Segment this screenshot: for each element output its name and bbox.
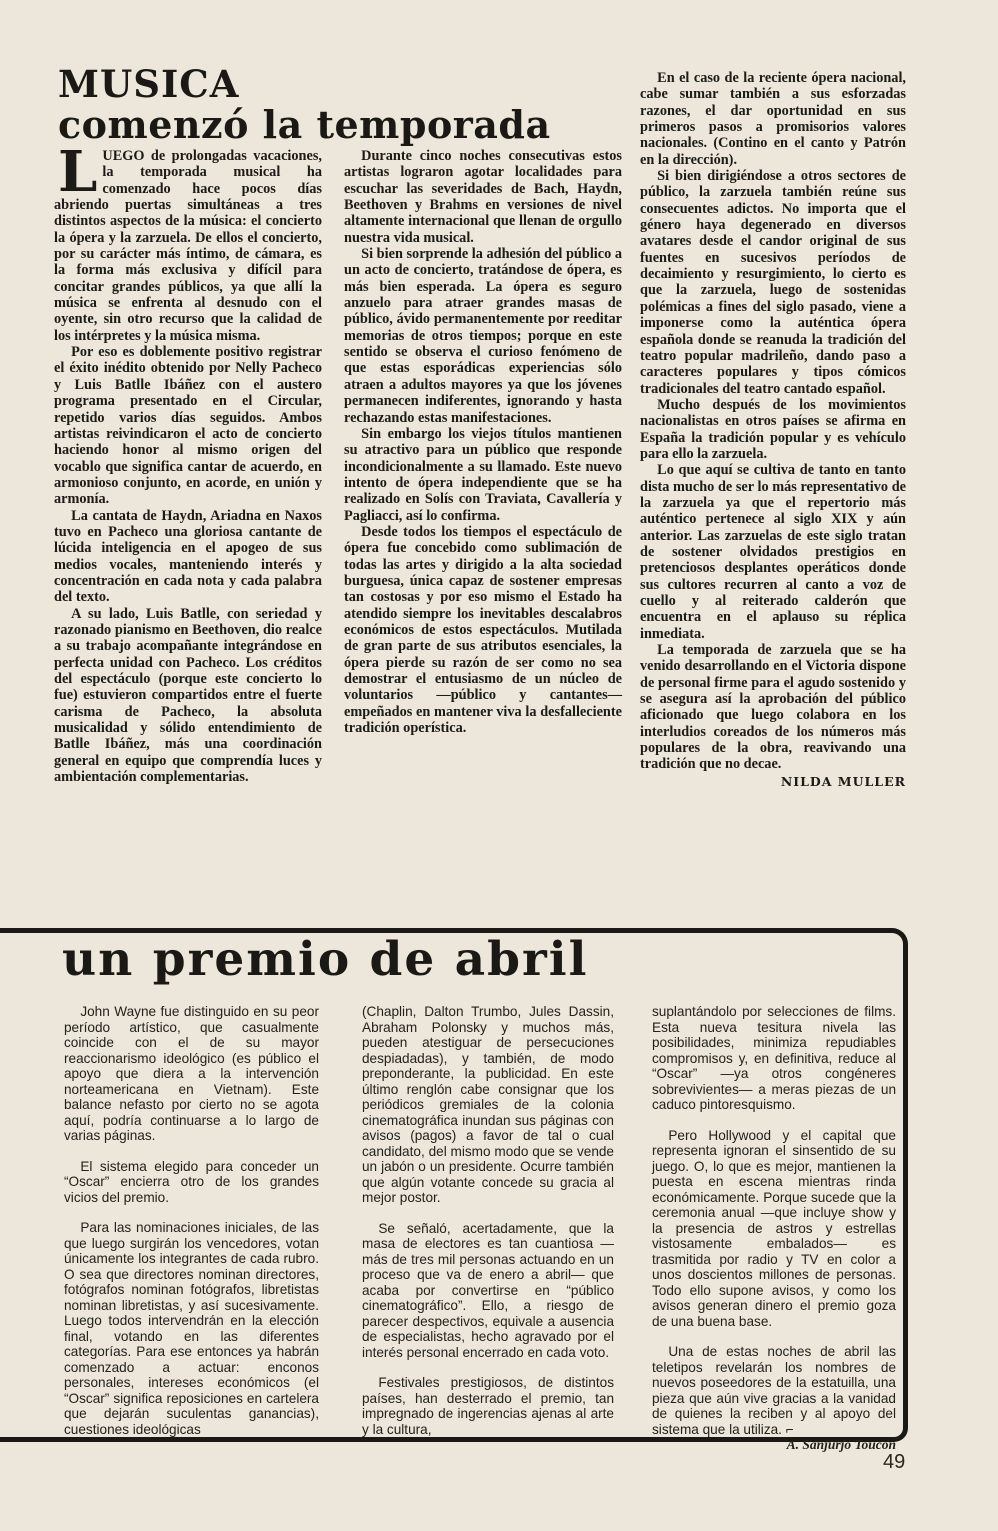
paragraph: Pero Hollywood y el capital que representa ignoran el sinsentido de su juego. O, lo que es mejor, mantienen la puesta en escena mientras rinda económicamente. Porque sucede que la ceremonia anual —que incluye show y la presencia de astros y estrellas vistosamente embalados— es trasmitida por radio y TV en color a unos doscientos millones de personas. Todo ello supone avisos, y como los avisos generan dinero el premio goza de una buena base. [652, 1127, 896, 1329]
author-signature: A. Sanjurjo Toucon [786, 1437, 896, 1452]
article2-column-3 [652, 1004, 896, 1453]
paragraph: LUEGO de prolongadas vacaciones, la temporada musical ha comenzado hace pocos días abriendo puertas simultáneas a tres distintos aspectos de la música: el concierto la ópera y la zarzuela. De ellos el concierto, por su carácter más íntimo, de cámara, es la forma más exclusiva y difícil para concitar grandes públicos, ya que allí la música se enfrenta al desnudo con el oyente, sin otro recurso que la calidad de los intérpretes y la música misma. [54, 139, 322, 344]
paragraph: Se señaló, acertadamente, que la masa de electores es tan cuantiosa —más de tres mil personas actuando en un proceso que va de enero a abril— que acaba por convertirse en “público cinematográfico”. Ello, a riesgo de parecer despectivos, equivale a ausencia de especialistas, hecho agravado por el interés personal encerrado en cada voto. [362, 1220, 614, 1360]
paragraph: En el caso de la reciente ópera nacional, cabe sumar también a sus esforzadas razones, el dar oportunidad en sus primeros pasos a promisorios valores nacionales. (Contino en el canto y Patrón en la dirección). [640, 70, 906, 168]
paragraph: (Chaplin, Dalton Trumbo, Jules Dassin, Abraham Polonsky y muchos más, pueden atestiguar de persecuciones despiadadas), y también, de modo preponderante, la publicidad. En este último renglón cabe consignar que los periódicos gremiales de la colonia cinematográfica inundan sus páginas con avisos (pagos) a favor de tal o cual candidato, del mismo modo que se vende un jabón o un presidente. Ocurre también que algún votante concede su gracia al mejor postor. [362, 1004, 614, 1205]
author-signature: NILDA MULLER [780, 773, 906, 789]
paragraph: Si bien sorprende la adhesión del público a un acto de concierto, tratándose de ópera, es más bien esperada. La ópera es seguro anzuelo para atraer grandes masas de público, ávido permanentemente por reeditar memorias de otros tiempos; porque en este sentido se observa el curioso fenómeno de que estas esporádicas experiencias sólo atraen a adultos mayores ya que los jóvenes permanecen indiferentes, ignorando y hasta rechazando estas manifestaciones. [344, 246, 622, 426]
paragraph: suplantándolo por selecciones de films. Esta nueva tesitura nivela las posibilidades, minimiza repudiables compromisos y, en definitiva, reduce al “Oscar” —ya otros congéneres sobrevivientes— a meras piezas de un caduco pintoresquismo. [652, 1004, 896, 1112]
paragraph: Si bien dirigiéndose a otros sectores de público, la zarzuela también reúne sus consecuentes adictos. No importa que el género haya degenerado en diversos avatares desde el candor original de sus fuentes en sucesivos períodos de decaimiento y resurgimiento, lo cierto es que la zarzuela, luego de sostenidas polémicas a fines del siglo pasado, viene a imponerse como la auténtica ópera española donde se reanuda la tradición del teatro popular madrileño, dando paso a caracteres populares y tipos cómicos tradicionales del teatro cantado español. [640, 168, 906, 397]
end-mark-icon: ⌐ [785, 1421, 794, 1437]
article1-column-1 [54, 139, 322, 786]
paragraph: Durante cinco noches consecutivas estos artistas lograron agotar localidades para escuchar las severidades de Bach, Haydn, Beethoven y Brahms en versiones de nivel altamente internacional que llenan de orgullo nuestra vida musical. [344, 148, 622, 246]
paragraph: John Wayne fue distinguido en su peor período artístico, que casualmente coincide con el de su mayor reaccionarismo ideológico (es público el apoyo que diera a la intervención norteamericana en Vietnam). Este balance nefasto por cierto no se agota aquí, podría continuarse a lo largo de varias páginas. [64, 1004, 319, 1143]
paragraph: Por eso es doblemente positivo registrar el éxito inédito obtenido por Nelly Pacheco y Luis Batlle Ibáñez con el austero programa presentado en el Circular, repetido varios días seguidos. Ambos artistas reivindicaron el acto de concierto haciendo honor al mismo origen del vocablo que significa cantar de acuerdo, en armonioso conjunto, en acorde, en unión y armonía. [54, 344, 322, 508]
article1-column-3 [640, 70, 906, 790]
article2-column-1 [64, 1004, 319, 1437]
paragraph: El sistema elegido para conceder un “Oscar” encierra otro de los grandes vicios del premio. [64, 1158, 319, 1205]
paragraph: Mucho después de los movimientos nacionalistas en otros países se afirma en España la tradición popular y es vehículo para ello la zarzuela. [640, 396, 906, 462]
paragraph: Festivales prestigiosos, de distintos países, han desterrado el premio, tan impregnado de ingerencias ajenas al arte y la cultura, [362, 1375, 614, 1437]
article-title: un premio de abril [62, 932, 589, 987]
drop-cap: L [58, 139, 98, 205]
section-heading: MUSICA [58, 62, 240, 106]
paragraph: Lo que aquí se cultiva de tanto en tanto dista mucho de ser lo más representativo de la zarzuela ya que el repertorio más auténtico pertenece al siglo XIX y aún anterior. Las zarzuelas de este siglo tratan de sostener olvidados prestigios en pretenciosos desplantes operáticos donde sus cultores recurren al canto a voz de cuello y al reiterado calderón que encuentra en el aplauso su réplica inmediata. [640, 462, 906, 642]
paragraph: A su lado, Luis Batlle, con seriedad y razonado pianismo en Beethoven, dio realce a su trabajo acompañante integrándose en perfecta unidad con Pacheco. Los créditos del espectáculo (porque este concierto lo fue) estuvieron compartidos entre el fuerte carisma de Pacheco, la absoluta musicalidad y sólido entendimiento de Batlle Ibáñez, más una coordinación general en equipo que comprendía luces y ambientación complementarias. [54, 605, 322, 786]
paragraph: Desde todos los tiempos el espectáculo de ópera fue concebido como sublimación de todas las artes y dirigido a la alta sociedad burguesa, única capaz de sostener empresas tan costosas y por eso mismo el Estado ha atendido siempre los inevitables descalabros económicos de estos espectáculos. Mutilada de gran parte de sus atributos esenciales, la ópera pierde su razón de ser como no sea demostrar el entusiasmo de un núcleo de voluntarios —público y cantantes— empeñados en mantener viva la desfalleciente tradición operística. [344, 523, 622, 737]
article1-column-2 [344, 148, 622, 736]
article2-column-2 [362, 1004, 614, 1437]
article-title: comenzó la temporada [58, 102, 551, 147]
paragraph: Una de estas noches de abril las teletipos revelarán los nombres de nuevos poseedores de la estatuilla, una pieza que aún vive gracias a la vanidad de quienes la reciben y al apoyo del sistema que la utiliza. ⌐ [652, 1344, 896, 1437]
paragraph: La temporada de zarzuela que se ha venido desarrollando en el Victoria dispone de personal firme para el agudo sostenido y se asegura así la aprobación del público aficionado que luego colabora en los interludios coreados de los números más populares de la obra, reavivando una tradición que no decae. [640, 642, 906, 773]
paragraph: Sin embargo los viejos títulos mantienen su atractivo para un público que responde incondicionalmente a su llamado. Este nuevo intento de ópera independiente que se ha realizado en Solís con Traviata, Cavallería y Pagliacci, así lo confirma. [344, 425, 622, 524]
paragraph: Para las nominaciones iniciales, de las que luego surgirán los vencedores, votan únicamente los integrantes de cada rubro. O sea que directores nominan directores, fotógrafos nominan fotógrafos, libretistas nominan libretistas, y así sucesivamente. Luego todos intervendrán en la elección final, votando en las diferentes categorías. Para ese entonces ya habrán comenzado a actuar: enconos personales, intereses económicos (el “Oscar” significa reposiciones en cartelera que dejarán suculentas ganancias), cuestiones ideológicas [64, 1220, 319, 1437]
paragraph: La cantata de Haydn, Ariadna en Naxos tuvo en Pacheco una gloriosa cantante de lúcida inteligencia en el apogeo de sus medios vocales, manteniendo interés y concentración en cada nota y cada palabra del texto. [54, 507, 322, 606]
page-number: 49 [883, 1451, 906, 1473]
